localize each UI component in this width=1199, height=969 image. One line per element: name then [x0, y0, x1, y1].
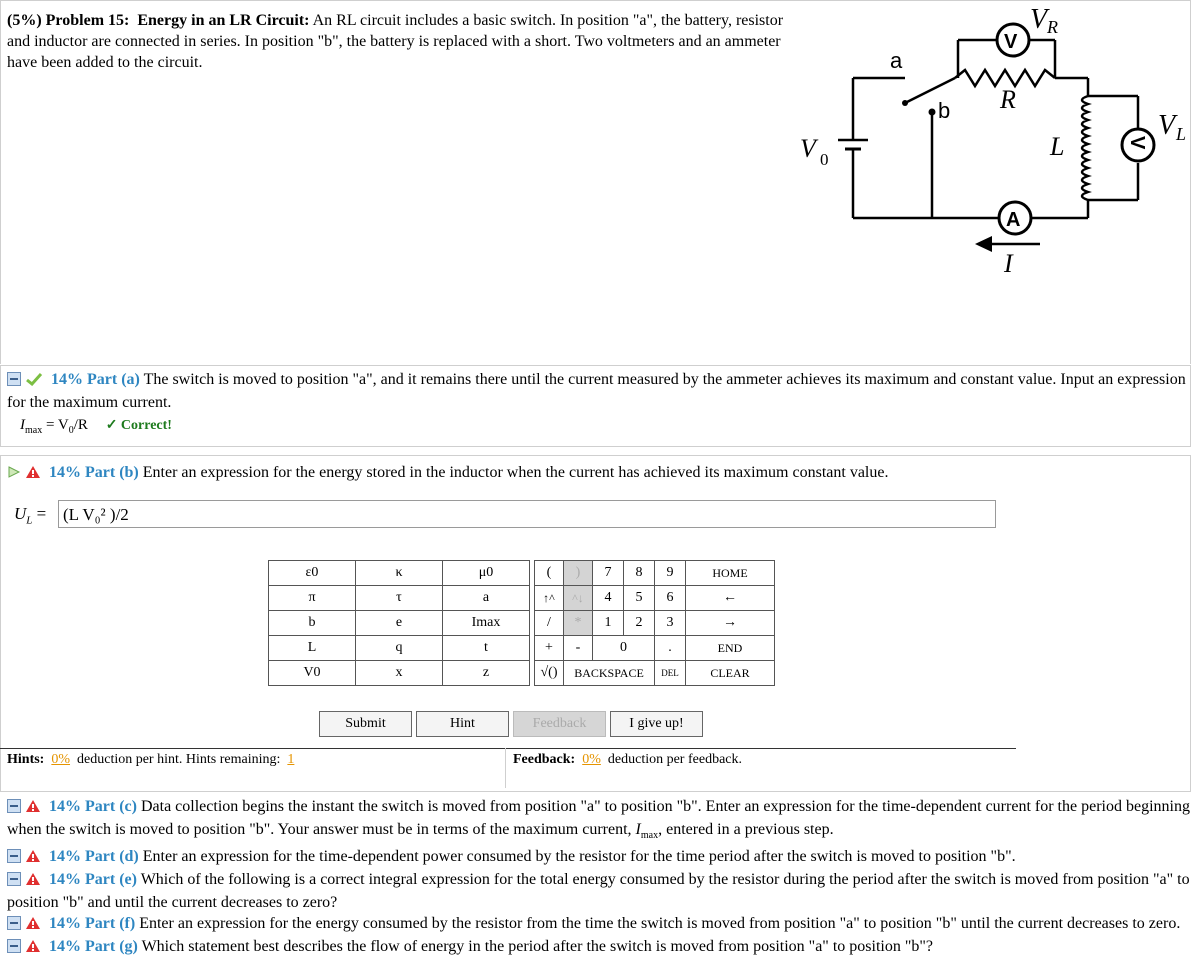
key-epsilon0[interactable]: ε0 [269, 561, 356, 586]
give-up-button[interactable]: I give up! [610, 711, 703, 737]
warning-icon [25, 915, 41, 936]
part-b-header [7, 462, 1187, 485]
key-superscript[interactable]: ↑^ [535, 586, 564, 611]
svg-text:L: L [1050, 132, 1065, 161]
checkmark-icon [25, 371, 43, 392]
key-home[interactable]: HOME [686, 561, 775, 586]
key-del[interactable]: DEL [655, 661, 686, 686]
svg-text:0: 0 [820, 150, 829, 169]
key-9[interactable]: 9 [655, 561, 686, 586]
correct-status: ✓ Correct! [105, 418, 172, 433]
collapse-icon[interactable] [7, 848, 21, 869]
problem-weight: (5%) [7, 12, 42, 29]
submit-button[interactable]: Submit [319, 711, 412, 737]
problem-label: Problem 15: [45, 12, 130, 29]
key-z[interactable]: z [443, 661, 530, 686]
key-right-arrow[interactable]: → [686, 611, 775, 636]
key-subscript: ^↓ [564, 586, 593, 611]
key-7[interactable]: 7 [593, 561, 624, 586]
part-c-row[interactable]: 14% Part (c) Data collection begins the instant the switch is moved from position "a" to position "b". Enter an expression for the time-dependent current for the period beginning when the switch is moved to position "b". Your answer must be in terms of the maximum current, $I_{max}$, entered in a previous step. [7, 798, 1190, 842]
key-pi[interactable]: π [269, 586, 356, 611]
warning-icon [25, 798, 41, 819]
key-divide[interactable]: / [535, 611, 564, 636]
part-e-row[interactable]: 14% Part (e) Which of the following is a correct integral expression for the total energy consumed by the resistor during the period after the switch is moved from position "a" to position "b" and until the current decreases to zero? [7, 871, 1190, 912]
key-1[interactable]: 1 [593, 611, 624, 636]
key-backspace[interactable]: BACKSPACE [564, 661, 655, 686]
collapse-icon[interactable] [7, 938, 21, 959]
key-3[interactable]: 3 [655, 611, 686, 636]
key-8[interactable]: 8 [624, 561, 655, 586]
problem-statement [7, 10, 797, 73]
svg-text:V: V [1158, 110, 1176, 141]
hint-button[interactable]: Hint [416, 711, 509, 737]
part-f-row[interactable]: 14% Part (f) Enter an expression for the energy consumed by the resistor from the time the switch is moved from position "a" to position "b" until the current decreases to zero. [7, 913, 1192, 936]
problem-text: An RL circuit includes a basic switch. In position "a", the battery, resistor and inductor are connected in series. In position "b", the battery is replaced with a short. Two voltmeters and an ammeter have been added to the circuit. [7, 12, 784, 71]
key-decimal[interactable]: . [655, 636, 686, 661]
key-tau[interactable]: τ [356, 586, 443, 611]
key-4[interactable]: 4 [593, 586, 624, 611]
key-end[interactable]: END [686, 636, 775, 661]
key-t[interactable]: t [443, 636, 530, 661]
svg-text:b: b [938, 98, 951, 123]
feedback-deduction: 0% [582, 752, 601, 767]
svg-text:A: A [1006, 209, 1021, 231]
key-minus[interactable]: - [564, 636, 593, 661]
part-b-label: 14% Part (b) [49, 464, 139, 481]
part-a-header [7, 369, 1187, 413]
key-V0[interactable]: V0 [269, 661, 356, 686]
part-a-text: The switch is moved to position "a", and it remains there until the current measured by the ammeter achieves its maximum and constant value. Input an expression for the maximum current. [7, 371, 1186, 411]
symbol-keypad [268, 560, 775, 686]
key-sqrt[interactable]: √() [535, 661, 564, 686]
part-b-text: Enter an expression for the energy stored in the inductor when the current has achieved its maximum constant value. [142, 464, 889, 481]
key-L[interactable]: L [269, 636, 356, 661]
key-0[interactable]: 0 [593, 636, 655, 661]
answer-variable: $U_L$ = [14, 504, 47, 527]
svg-text:a: a [890, 48, 903, 73]
collapse-icon[interactable] [7, 798, 21, 819]
warning-icon [25, 848, 41, 869]
key-mu0[interactable]: μ0 [443, 561, 530, 586]
later-parts-list [7, 796, 1192, 959]
svg-text:V: V [1004, 31, 1018, 53]
key-q[interactable]: q [356, 636, 443, 661]
key-open-paren[interactable]: ( [535, 561, 564, 586]
key-left-arrow[interactable]: ← [686, 586, 775, 611]
svg-text:V: V [800, 134, 816, 163]
key-multiply: * [564, 611, 593, 636]
part-d-row[interactable]: 14% Part (d) Enter an expression for the time-dependent power consumed by the resistor for the time period after the switch is moved to position "b". [7, 846, 1192, 869]
hints-remaining: 1 [287, 752, 295, 767]
circuit-diagram [790, 0, 1195, 290]
collapse-icon[interactable] [7, 371, 21, 392]
collapse-icon[interactable] [7, 871, 21, 892]
warning-icon [25, 464, 41, 485]
hints-divider [505, 748, 506, 788]
answer-input[interactable]: (L V₀² )/2 [58, 500, 996, 528]
key-close-paren: ) [564, 561, 593, 586]
svg-text:V: V [1126, 136, 1148, 150]
problem-title: Energy in an LR Circuit: [137, 12, 310, 29]
key-b[interactable]: b [269, 611, 356, 636]
key-5[interactable]: 5 [624, 586, 655, 611]
key-kappa[interactable]: κ [356, 561, 443, 586]
collapse-icon[interactable] [7, 915, 21, 936]
key-clear[interactable]: CLEAR [686, 661, 775, 686]
warning-icon [25, 871, 41, 892]
svg-text:R: R [1000, 85, 1016, 114]
part-a-label: 14% Part (a) [51, 371, 140, 388]
svg-text:L: L [1176, 124, 1187, 144]
key-x[interactable]: x [356, 661, 443, 686]
part-a-answer: $I_{max} = V_0/R$ ✓ Correct! [20, 417, 172, 436]
key-imax[interactable]: Imax [443, 611, 530, 636]
part-g-row[interactable]: 14% Part (g) Which statement best describes the flow of energy in the period after the switch is moved from position "a" to position "b"? [7, 936, 1192, 959]
feedback-button: Feedback [513, 711, 606, 737]
feedback-info: Feedback: 0% deduction per feedback. [513, 752, 742, 767]
svg-text:I: I [1004, 249, 1013, 278]
hints-deduction: 0% [51, 752, 71, 767]
key-6[interactable]: 6 [655, 586, 686, 611]
warning-icon [25, 938, 41, 959]
svg-text:V: V [1030, 4, 1048, 35]
key-e[interactable]: e [356, 611, 443, 636]
key-a[interactable]: a [443, 586, 530, 611]
key-plus[interactable]: + [535, 636, 564, 661]
key-2[interactable]: 2 [624, 611, 655, 636]
hints-info: Hints: 0% deduction per hint. Hints remaining: 1 [7, 752, 295, 767]
expand-icon[interactable] [7, 464, 21, 485]
svg-text:R: R [1047, 17, 1058, 37]
